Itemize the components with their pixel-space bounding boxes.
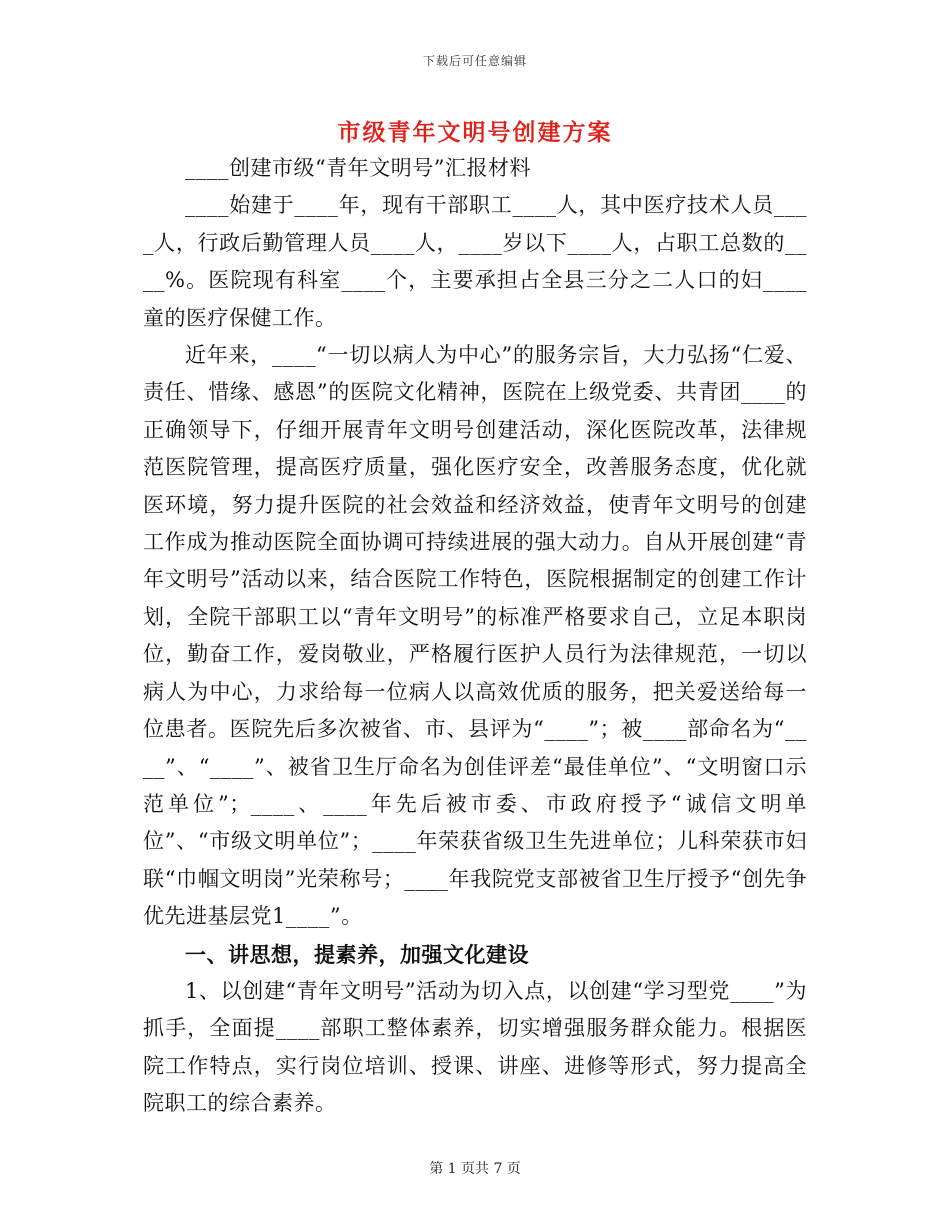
- paragraph-item-1: 1、以创建“青年文明号”活动为切入点，以创建“学习型党____”为抓手，全面提____部职工整体素养，切实增强服务群众能力。根据医院工作特点，实行岗位培训、授课、讲座、进修等形式，努力提高全院职工的综合素养。: [143, 978, 807, 1116]
- paragraph-recent-years: 近年来，____“一切以病人为中心”的服务宗旨，大力弘扬“仁爱、责任、惜缘、感恩”的医院文化精神，医院在上级党委、共青团____的正确领导下，仔细开展青年文明号创建活动，深化医院改革，法律规范医院管理，提高医疗质量，强化医疗安全，改善服务态度，优化就医环境，努力提升医院的社会效益和经济效益，使青年文明号的创建工作成为推动医院全面协调可持续进展的强大动力。自从开展创建“青年文明号”活动以来，结合医院工作特色，医院根据制定的创建工作计划，全院干部职工以“青年文明号”的标准严格要求自己，立足本职岗位，勤奋工作，爱岗敬业，严格履行医护人员行为法律规范，一切以病人为中心，力求给每一位病人以高效优质的服务，把关爱送给每一位患者。医院先后多次被省、市、县评为“____”；被____部命名为“____”、“____”、被省卫生厅命名为创佳评差“最佳单位”、“文明窗口示范单位”；____、____年先后被市委、市政府授予“诚信文明单位”、“市级文明单位”；____年荣获省级卫生先进单位；儿科荣获市妇联“巾帼文明岗”光荣称号；____年我院党支部被省卫生厅授予“创先争优先进基层党1____”。: [143, 343, 807, 929]
- paragraph-hospital-overview: ____始建于____年，现有干部职工____人，其中医疗技术人员____人，行政后勤管理人员____人，____岁以下____人，占职工总数的____%。医院现有科室____个，主要承担占全县三分之二人口的妇____童的医疗保健工作。: [143, 193, 807, 330]
- header-note: 下载后可任意编辑: [422, 54, 527, 68]
- page-number: 第 1 页共 7 页: [429, 1161, 521, 1177]
- paragraph-report-heading: ____创建市级“青年文明号”汇报材料: [185, 156, 531, 180]
- document-title: 市级青年文明号创建方案: [337, 119, 613, 146]
- document-body: [143, 150, 807, 1123]
- section-heading-1: 一、讲思想，提素养，加强文化建设: [185, 941, 529, 967]
